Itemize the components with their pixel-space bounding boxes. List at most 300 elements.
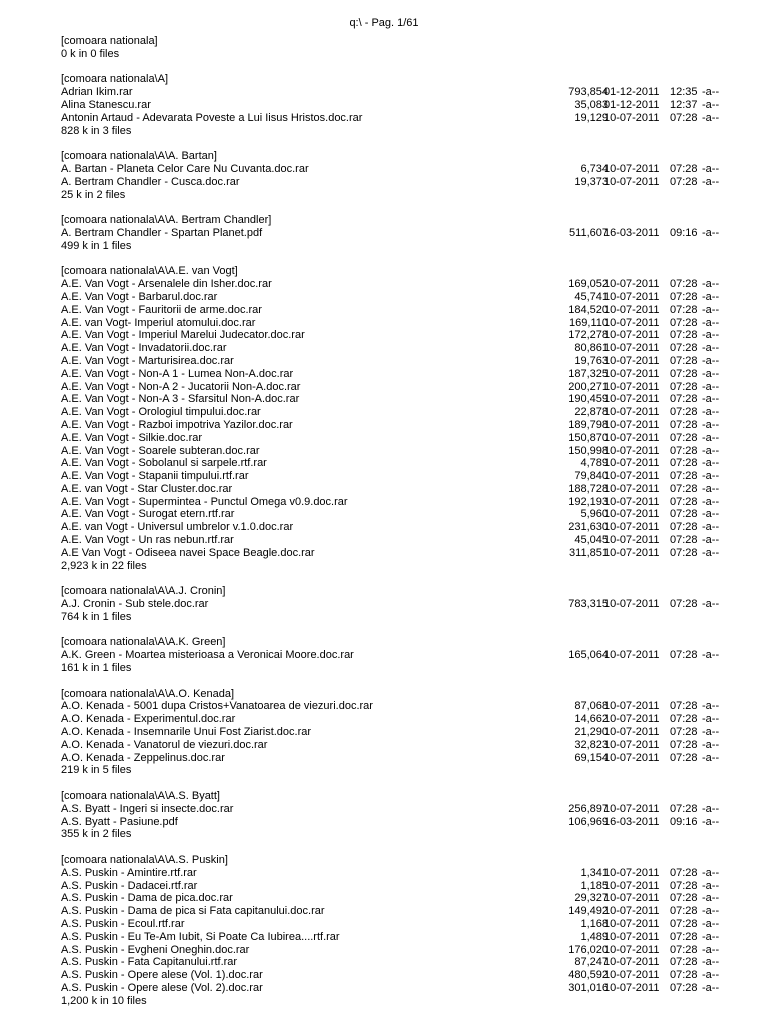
file-size: 1,341 (580, 866, 608, 879)
file-name: A. Bartan - Planeta Celor Care Nu Cuvanta.doc.rar (61, 162, 309, 175)
file-date: 10-07-2011 (604, 175, 660, 188)
directory-summary (61, 662, 718, 675)
file-row (61, 649, 718, 662)
file-time: 07:28 (670, 508, 698, 521)
file-size: 480,592 (568, 969, 608, 982)
file-row (61, 457, 718, 470)
file-attributes: -a-- (702, 329, 720, 342)
directory-heading (61, 35, 718, 48)
file-size: 1,168 (580, 917, 608, 930)
file-time: 07:28 (670, 917, 698, 930)
file-date: 10-07-2011 (604, 482, 660, 495)
file-size: 6,734 (580, 162, 608, 175)
file-row (61, 816, 718, 829)
file-name: A. Bertram Chandler - Spartan Planet.pdf (61, 226, 263, 239)
file-date: 10-07-2011 (604, 713, 660, 726)
directory-summary (61, 48, 718, 61)
file-attributes: -a-- (702, 815, 720, 828)
file-time: 07:28 (670, 290, 698, 303)
file-size: 69,154 (574, 751, 608, 764)
directory-summary (61, 125, 718, 138)
file-size: 19,373 (574, 175, 608, 188)
file-time: 07:28 (670, 393, 698, 406)
file-time: 07:28 (670, 457, 698, 470)
file-row (61, 803, 718, 816)
file-row (61, 956, 718, 969)
file-size: 190,459 (568, 393, 608, 406)
file-name: A.S. Puskin - Fata Capitanului.rtf.rar (61, 956, 238, 969)
page-header: q:\ - Pag. 1/61 (349, 17, 419, 29)
file-date: 10-07-2011 (604, 956, 660, 969)
file-row (61, 892, 718, 905)
file-attributes: -a-- (702, 431, 720, 444)
directory-path: [comoara nationala\A\A. Bertram Chandler] (61, 214, 272, 227)
file-time: 07:28 (670, 342, 698, 355)
file-row (61, 445, 718, 458)
file-attributes: -a-- (702, 700, 720, 713)
file-date: 10-07-2011 (604, 329, 660, 342)
directory-heading (61, 265, 718, 278)
file-name: A. Bertram Chandler - Cusca.doc.rar (61, 175, 240, 188)
file-size: 149,492 (568, 905, 608, 918)
file-row (61, 342, 718, 355)
file-name: A.S. Puskin - Ecoul.rtf.rar (61, 917, 185, 930)
file-attributes: -a-- (702, 290, 720, 303)
file-attributes: -a-- (702, 726, 720, 739)
file-size: 45,741 (574, 290, 608, 303)
file-date: 10-07-2011 (604, 431, 660, 444)
file-size: 79,840 (574, 470, 608, 483)
file-row (61, 726, 718, 739)
file-row (61, 176, 718, 189)
file-time: 12:37 (670, 98, 698, 111)
file-name: A.E. Van Vogt - Invadatorii.doc.rar (61, 342, 227, 355)
file-date: 10-07-2011 (604, 444, 660, 457)
summary-text: 25 k in 2 files (61, 188, 126, 201)
file-row (61, 99, 718, 112)
file-size: 87,068 (574, 700, 608, 713)
file-time: 07:28 (670, 534, 698, 547)
file-size: 45,045 (574, 534, 608, 547)
file-time: 07:28 (670, 930, 698, 943)
file-date: 10-07-2011 (604, 508, 660, 521)
file-attributes: -a-- (702, 470, 720, 483)
summary-text: 828 k in 3 files (61, 124, 132, 137)
file-name: A.E. Van Vogt - Marturisirea.doc.rar (61, 354, 234, 367)
file-size: 150,998 (568, 444, 608, 457)
file-row (61, 905, 718, 918)
file-attributes: -a-- (702, 354, 720, 367)
file-name: A.E. van Vogt - Universul umbrelor v.1.0.doc.rar (61, 521, 294, 534)
file-attributes: -a-- (702, 303, 720, 316)
file-row (61, 547, 718, 560)
group-spacer (61, 137, 718, 150)
file-date: 01-12-2011 (604, 86, 660, 99)
file-row (61, 406, 718, 419)
file-time: 07:28 (670, 802, 698, 815)
file-date: 10-07-2011 (604, 905, 660, 918)
file-row (61, 86, 718, 99)
file-size: 200,271 (568, 380, 608, 393)
file-attributes: -a-- (702, 226, 720, 239)
file-attributes: -a-- (702, 98, 720, 111)
directory-path: [comoara nationala\A\A.O. Kenada] (61, 687, 235, 700)
file-row (61, 112, 718, 125)
file-row (61, 700, 718, 713)
directory-summary (61, 240, 718, 253)
file-time: 12:35 (670, 86, 698, 99)
file-date: 10-07-2011 (604, 598, 660, 611)
group-spacer (61, 201, 718, 214)
file-date: 10-07-2011 (604, 546, 660, 559)
file-attributes: -a-- (702, 981, 720, 994)
file-time: 07:28 (670, 905, 698, 918)
file-name: A.S. Puskin - Dadacei.rtf.rar (61, 879, 198, 892)
file-name: A.E. Van Vogt - Un ras nebun.rtf.rar (61, 534, 234, 547)
file-attributes: -a-- (702, 546, 720, 559)
directory-heading (61, 790, 718, 803)
directory-heading (61, 688, 718, 701)
file-name: A.S. Puskin - Dama de pica si Fata capitanului.doc.rar (61, 905, 325, 918)
file-size: 311,851 (569, 546, 608, 559)
file-attributes: -a-- (702, 956, 720, 969)
file-attributes: -a-- (702, 930, 720, 943)
file-size: 150,870 (568, 431, 608, 444)
file-date: 10-07-2011 (604, 278, 660, 291)
file-size: 189,798 (568, 418, 608, 431)
file-size: 29,327 (574, 892, 608, 905)
group-spacer (61, 624, 718, 637)
directory-path: [comoara nationala\A\A.E. van Vogt] (61, 265, 238, 278)
file-row (61, 931, 718, 944)
file-row (61, 304, 718, 317)
file-size: 793,854 (568, 86, 608, 99)
file-attributes: -a-- (702, 367, 720, 380)
summary-text: 161 k in 1 files (61, 662, 132, 675)
file-name: Antonin Artaud - Adevarata Poveste a Lui Iisus Hristos.doc.rar (61, 111, 363, 124)
file-name: A.E. Van Vogt - Sobolanul si sarpele.rtf.rar (61, 457, 267, 470)
file-name: A.E. Van Vogt - Non-A 1 - Lumea Non-A.doc.rar (61, 367, 294, 380)
file-time: 07:28 (670, 444, 698, 457)
file-size: 32,823 (574, 738, 608, 751)
directory-heading (61, 854, 718, 867)
file-size: 169,110 (569, 316, 608, 329)
file-date: 16-03-2011 (604, 226, 660, 239)
file-size: 21,290 (574, 726, 608, 739)
file-row (61, 317, 718, 330)
file-time: 07:28 (670, 956, 698, 969)
file-name: A.S. Puskin - Evgheni Oneghin.doc.rar (61, 943, 250, 956)
file-row (61, 944, 718, 957)
file-date: 10-07-2011 (604, 303, 660, 316)
file-name: A.S. Puskin - Opere alese (Vol. 2).doc.rar (61, 981, 263, 994)
file-date: 10-07-2011 (604, 700, 660, 713)
file-row (61, 291, 718, 304)
file-date: 10-07-2011 (604, 917, 660, 930)
file-time: 07:28 (670, 162, 698, 175)
file-name: A.O. Kenada - 5001 dupa Cristos+Vanatoarea de viezuri.doc.rar (61, 700, 373, 713)
directory-heading (61, 150, 718, 163)
file-name: A.S. Puskin - Amintire.rtf.rar (61, 866, 197, 879)
directory-summary (61, 764, 718, 777)
file-date: 10-07-2011 (604, 943, 660, 956)
file-row (61, 393, 718, 406)
file-date: 10-07-2011 (604, 111, 660, 124)
file-attributes: -a-- (702, 751, 720, 764)
file-name: A.O. Kenada - Vanatorul de viezuri.doc.rar (61, 738, 268, 751)
file-time: 07:28 (670, 354, 698, 367)
file-name: A.O. Kenada - Experimentul.doc.rar (61, 713, 236, 726)
file-date: 01-12-2011 (604, 98, 660, 111)
file-date: 10-07-2011 (604, 393, 660, 406)
file-time: 07:28 (670, 303, 698, 316)
file-name: A.E. Van Vogt - Silkie.doc.rar (61, 431, 203, 444)
file-row (61, 278, 718, 291)
directory-path: [comoara nationala\A\A.S. Puskin] (61, 854, 228, 866)
directory-path: [comoara nationala\A\A.J. Cronin] (61, 585, 226, 598)
file-time: 07:28 (670, 943, 698, 956)
file-date: 10-07-2011 (604, 495, 660, 508)
file-attributes: -a-- (702, 521, 720, 534)
file-date: 10-07-2011 (604, 380, 660, 393)
summary-text: 2,923 k in 22 files (61, 559, 147, 572)
file-size: 22,878 (574, 406, 608, 419)
file-time: 07:28 (670, 495, 698, 508)
file-attributes: -a-- (702, 879, 720, 892)
file-size: 165,064 (568, 649, 608, 662)
directory-heading (61, 73, 718, 86)
file-size: 1,489 (580, 930, 608, 943)
file-size: 301,016 (568, 981, 608, 994)
file-date: 10-07-2011 (604, 162, 660, 175)
file-attributes: -a-- (702, 738, 720, 751)
summary-text: 355 k in 2 files (61, 828, 132, 841)
file-attributes: -a-- (702, 508, 720, 521)
file-date: 10-07-2011 (604, 354, 660, 367)
file-attributes: -a-- (702, 393, 720, 406)
file-attributes: -a-- (702, 713, 720, 726)
file-size: 188,728 (568, 482, 608, 495)
file-attributes: -a-- (702, 534, 720, 547)
file-size: 87,247 (574, 956, 608, 969)
directory-path: [comoara nationala] (61, 35, 158, 47)
file-name: A.O. Kenada - Insemnarile Unui Fost Ziarist.doc.rar (61, 726, 312, 739)
file-name: A.E. Van Vogt - Razboi impotriva Yazilor.doc.rar (61, 418, 293, 431)
directory-heading (61, 585, 718, 598)
file-row (61, 483, 718, 496)
file-time: 07:28 (670, 406, 698, 419)
file-time: 07:28 (670, 649, 698, 662)
file-name: A.E. Van Vogt - Non-A 2 - Jucatorii Non-A.doc.rar (61, 380, 301, 393)
file-size: 783,315 (568, 598, 608, 611)
file-time: 07:28 (670, 329, 698, 342)
file-row (61, 508, 718, 521)
directory-summary (61, 828, 718, 841)
summary-text: 764 k in 1 files (61, 610, 132, 623)
file-time: 09:16 (670, 226, 698, 239)
file-name: A.E. Van Vogt - Orologiul timpului.doc.rar (61, 406, 261, 419)
file-attributes: -a-- (702, 457, 720, 470)
file-attributes: -a-- (702, 943, 720, 956)
file-name: A.E. van Vogt- Imperiul atomului.doc.rar (61, 316, 256, 329)
file-time: 07:28 (670, 892, 698, 905)
file-time: 09:16 (670, 815, 698, 828)
file-size: 172,278 (568, 329, 608, 342)
file-row (61, 969, 718, 982)
file-listing (61, 35, 718, 1008)
file-size: 80,861 (574, 342, 608, 355)
file-size: 176,020 (568, 943, 608, 956)
summary-text: 0 k in 0 files (61, 47, 120, 60)
file-date: 10-07-2011 (604, 521, 660, 534)
file-attributes: -a-- (702, 406, 720, 419)
file-date: 10-07-2011 (604, 457, 660, 470)
file-name: Adrian Ikim.rar (61, 86, 133, 99)
file-time: 07:28 (670, 738, 698, 751)
directory-summary (61, 189, 718, 202)
file-attributes: -a-- (702, 495, 720, 508)
file-row (61, 739, 718, 752)
file-row (61, 752, 718, 765)
file-name: A.O. Kenada - Zeppelinus.doc.rar (61, 751, 225, 764)
file-name: A.K. Green - Moartea misterioasa a Veronicai Moore.doc.rar (61, 649, 354, 662)
file-time: 07:28 (670, 751, 698, 764)
file-attributes: -a-- (702, 418, 720, 431)
file-date: 10-07-2011 (604, 969, 660, 982)
file-time: 07:28 (670, 726, 698, 739)
file-name: A.S. Byatt - Pasiune.pdf (61, 815, 178, 828)
file-date: 10-07-2011 (604, 649, 660, 662)
directory-summary (61, 560, 718, 573)
file-attributes: -a-- (702, 866, 720, 879)
file-attributes: -a-- (702, 316, 720, 329)
file-name: A.E. Van Vogt - Supermintea - Punctul Omega v0.9.doc.rar (61, 495, 348, 508)
file-time: 07:28 (670, 316, 698, 329)
file-attributes: -a-- (702, 342, 720, 355)
directory-summary (61, 611, 718, 624)
file-attributes: -a-- (702, 162, 720, 175)
file-size: 4,789 (580, 457, 608, 470)
file-time: 07:28 (670, 546, 698, 559)
file-row (61, 227, 718, 240)
group-spacer (61, 61, 718, 74)
file-time: 07:28 (670, 866, 698, 879)
directory-path: [comoara nationala\A\A. Bartan] (61, 150, 217, 163)
file-date: 16-03-2011 (604, 815, 660, 828)
file-date: 10-07-2011 (604, 879, 660, 892)
directory-summary (61, 995, 718, 1008)
file-name: A.E Van Vogt - Odiseea navei Space Beagle.doc.rar (61, 546, 315, 559)
file-attributes: -a-- (702, 969, 720, 982)
file-row (61, 534, 718, 547)
file-row (61, 918, 718, 931)
file-date: 10-07-2011 (604, 866, 660, 879)
file-size: 106,969 (568, 815, 608, 828)
group-spacer (61, 675, 718, 688)
file-time: 07:28 (670, 598, 698, 611)
file-row (61, 867, 718, 880)
file-row (61, 163, 718, 176)
file-row (61, 713, 718, 726)
file-size: 511,607 (569, 226, 608, 239)
file-size: 256,897 (568, 802, 608, 815)
file-attributes: -a-- (702, 175, 720, 188)
file-date: 10-07-2011 (604, 316, 660, 329)
file-time: 07:28 (670, 521, 698, 534)
file-attributes: -a-- (702, 86, 720, 99)
file-time: 07:28 (670, 111, 698, 124)
file-row (61, 496, 718, 509)
file-size: 169,052 (568, 278, 608, 291)
file-time: 07:28 (670, 713, 698, 726)
group-spacer (61, 253, 718, 266)
file-attributes: -a-- (702, 917, 720, 930)
file-date: 10-07-2011 (604, 726, 660, 739)
directory-path: [comoara nationala\A\A.K. Green] (61, 636, 226, 649)
file-name: A.E. Van Vogt - Arsenalele din Isher.doc.rar (61, 278, 272, 291)
file-row (61, 521, 718, 534)
group-spacer (61, 841, 718, 854)
file-attributes: -a-- (702, 905, 720, 918)
file-date: 10-07-2011 (604, 930, 660, 943)
file-row (61, 419, 718, 432)
file-size: 5,960 (580, 508, 608, 521)
file-name: A.J. Cronin - Sub stele.doc.rar (61, 598, 209, 611)
file-date: 10-07-2011 (604, 406, 660, 419)
file-date: 10-07-2011 (604, 290, 660, 303)
file-name: A.E. Van Vogt - Barbarul.doc.rar (61, 290, 218, 303)
file-size: 19,763 (574, 354, 608, 367)
file-row (61, 368, 718, 381)
file-time: 07:28 (670, 969, 698, 982)
file-time: 07:28 (670, 278, 698, 291)
file-row (61, 381, 718, 394)
file-name: A.E. Van Vogt - Non-A 3 - Sfarsitul Non-A.doc.rar (61, 393, 300, 406)
file-size: 1,185 (580, 879, 608, 892)
file-date: 10-07-2011 (604, 418, 660, 431)
summary-text: 219 k in 5 files (61, 764, 132, 777)
file-attributes: -a-- (702, 482, 720, 495)
file-name: A.S. Puskin - Eu Te-Am Iubit, Si Poate Ca Iubirea....rtf.rar (61, 930, 340, 943)
group-spacer (61, 777, 718, 790)
directory-heading (61, 636, 718, 649)
file-attributes: -a-- (702, 278, 720, 291)
directory-path: [comoara nationala\A\A.S. Byatt] (61, 790, 220, 803)
file-attributes: -a-- (702, 598, 720, 611)
file-date: 10-07-2011 (604, 342, 660, 355)
file-name: A.E. Van Vogt - Surogat etern.rtf.rar (61, 508, 235, 521)
file-row (61, 880, 718, 893)
file-name: A.E. Van Vogt - Soarele subteran.doc.rar (61, 444, 260, 457)
file-name: A.E. Van Vogt - Stapanii timpului.rtf.rar (61, 470, 249, 483)
file-name: Alina Stanescu.rar (61, 98, 151, 111)
file-row (61, 355, 718, 368)
file-name: A.E. van Vogt - Star Cluster.doc.rar (61, 482, 233, 495)
file-date: 10-07-2011 (604, 534, 660, 547)
file-attributes: -a-- (702, 380, 720, 393)
file-time: 07:28 (670, 981, 698, 994)
file-size: 192,193 (568, 495, 608, 508)
directory-heading (61, 214, 718, 227)
file-attributes: -a-- (702, 802, 720, 815)
file-row (61, 329, 718, 342)
file-time: 07:28 (670, 700, 698, 713)
file-time: 07:28 (670, 470, 698, 483)
file-date: 10-07-2011 (604, 367, 660, 380)
file-time: 07:28 (670, 879, 698, 892)
file-date: 10-07-2011 (604, 892, 660, 905)
file-name: A.S. Puskin - Dama de pica.doc.rar (61, 892, 233, 905)
